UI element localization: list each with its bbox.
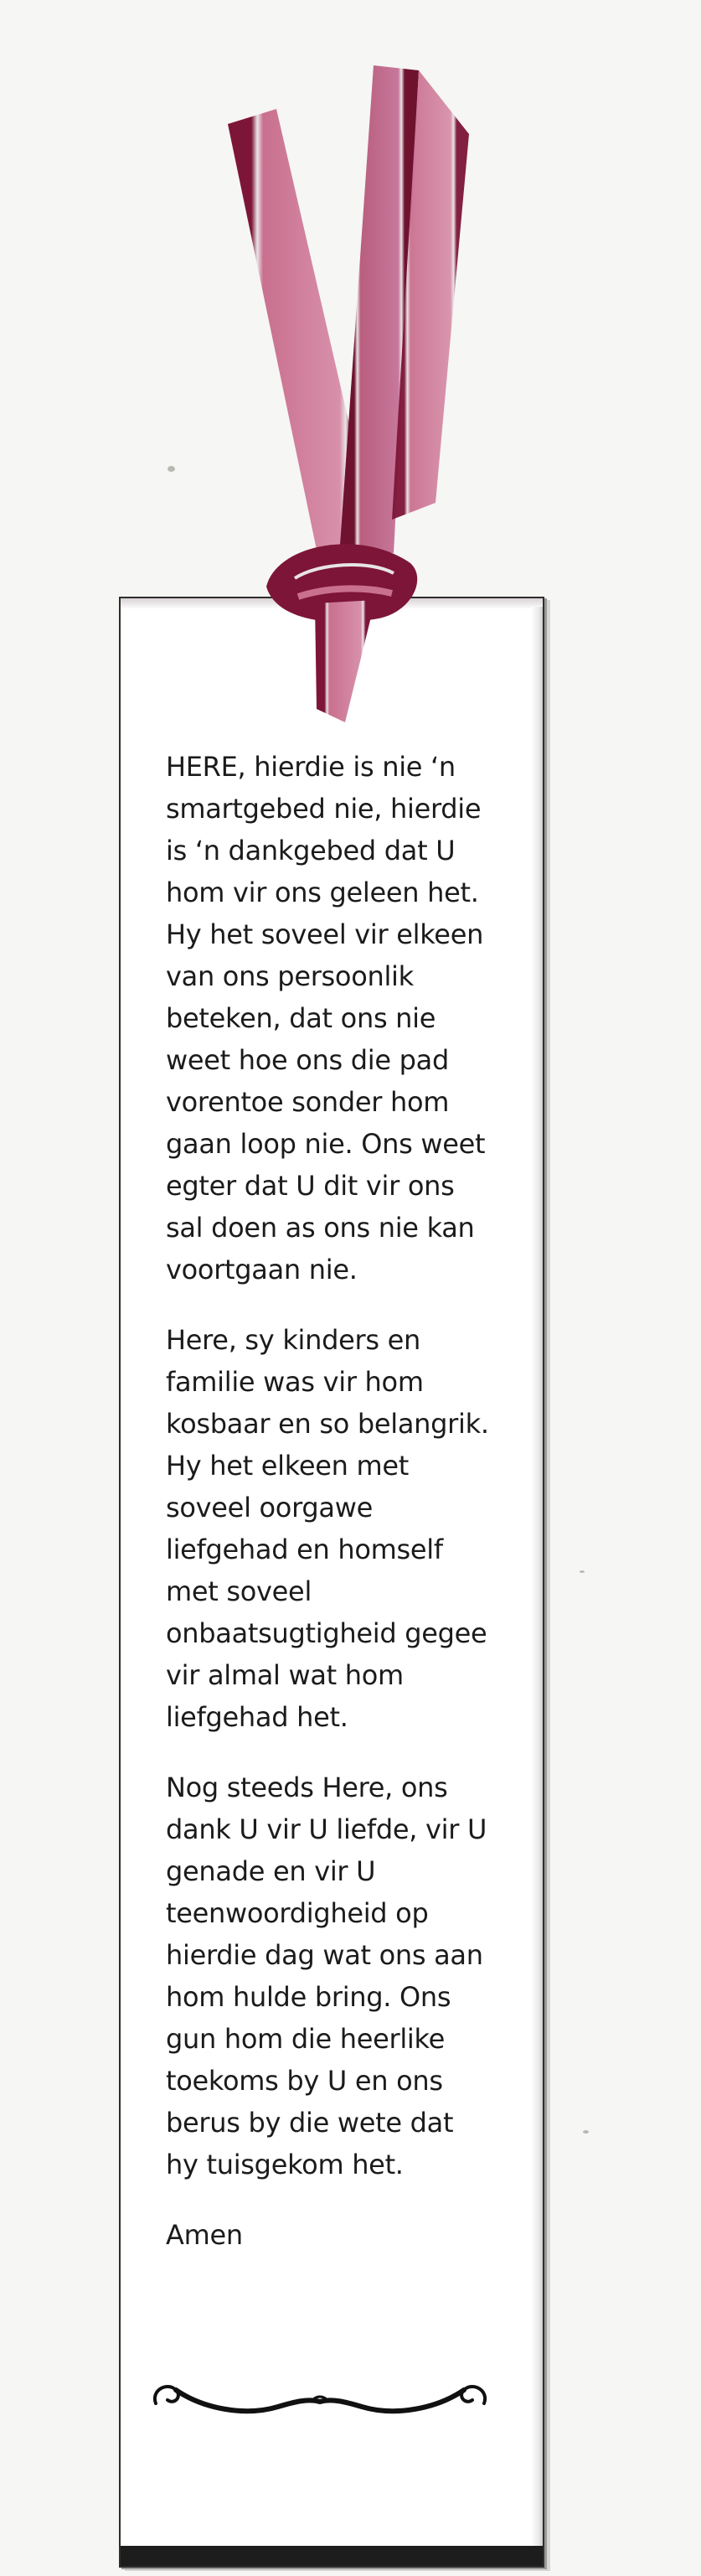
scan-speck <box>168 466 175 472</box>
stanza-line: is ‘n dankgebed dat U <box>166 835 456 866</box>
card-top-edge <box>121 598 543 608</box>
stanza-line: Hy het elkeen met <box>166 1450 409 1482</box>
closing-amen: Amen <box>166 2219 243 2251</box>
stanza-line: egter dat U dit vir ons <box>166 1170 455 1202</box>
stanza-line: weet hoe ons die pad <box>166 1044 449 1076</box>
stanza-line: familie was vir hom <box>166 1366 424 1398</box>
stanza-line: met soveel <box>166 1575 312 1607</box>
stanza-line: berus by die wete dat <box>166 2107 454 2139</box>
stanza-line: hierdie dag wat ons aan <box>166 1939 483 1971</box>
stanza-line: vorentoe sonder hom <box>166 1086 450 1118</box>
stanza-line: beteken, dat ons nie <box>166 1002 436 1034</box>
closing-block <box>166 2214 518 2256</box>
stanza-line: liefgehad en homself <box>166 1534 443 1565</box>
stanza-line: liefgehad het. <box>166 1701 348 1733</box>
stanza-line: Hy het soveel vir elkeen <box>166 918 484 950</box>
scroll-flourish-icon <box>144 2365 496 2423</box>
scan-speck <box>583 2130 589 2134</box>
stanza-line: Nog steeds Here, ons <box>166 1772 448 1803</box>
stanza-line: kosbaar en so belangrik. <box>166 1408 489 1440</box>
stanza-line: smartgebed nie, hierdie <box>166 793 482 825</box>
stanza-line: hy tuisgekom het. <box>166 2149 404 2180</box>
card-bottom-band <box>121 2546 543 2566</box>
stanza-line: dank U vir U liefde, vir U <box>166 1813 487 1845</box>
stanza-line: soveel oorgawe <box>166 1492 373 1523</box>
prayer-text <box>166 746 518 2284</box>
stanza-line: voortgaan nie. <box>166 1254 358 1285</box>
stanza-line: van ons persoonlik <box>166 960 414 992</box>
stanza-1 <box>166 746 518 1291</box>
stanza-3 <box>166 1766 518 2185</box>
stanza-line: gaan loop nie. Ons weet <box>166 1128 486 1160</box>
stanza-line: Here, sy kinders en <box>166 1324 420 1356</box>
stanza-line: vir almal wat hom <box>166 1659 404 1691</box>
stanza-line: onbaatsugtigheid gegee <box>166 1617 487 1649</box>
stanza-line: gun hom die heerlike <box>166 2023 445 2055</box>
stanza-line: genade en vir U <box>166 1855 376 1887</box>
card-right-edge <box>531 607 543 2566</box>
stanza-line: hom hulde bring. Ons <box>166 1981 451 2013</box>
stanza-line: hom vir ons geleen het. <box>166 877 479 908</box>
stanza-line: teenwoordigheid op <box>166 1897 429 1929</box>
stanza-line: toekoms by U en ons <box>166 2065 443 2097</box>
stanza-line: sal doen as ons nie kan <box>166 1212 475 1244</box>
stanza-line: HERE, hierdie is nie ‘n <box>166 751 456 783</box>
stanza-2 <box>166 1319 518 1738</box>
scan-speck <box>580 1570 585 1573</box>
